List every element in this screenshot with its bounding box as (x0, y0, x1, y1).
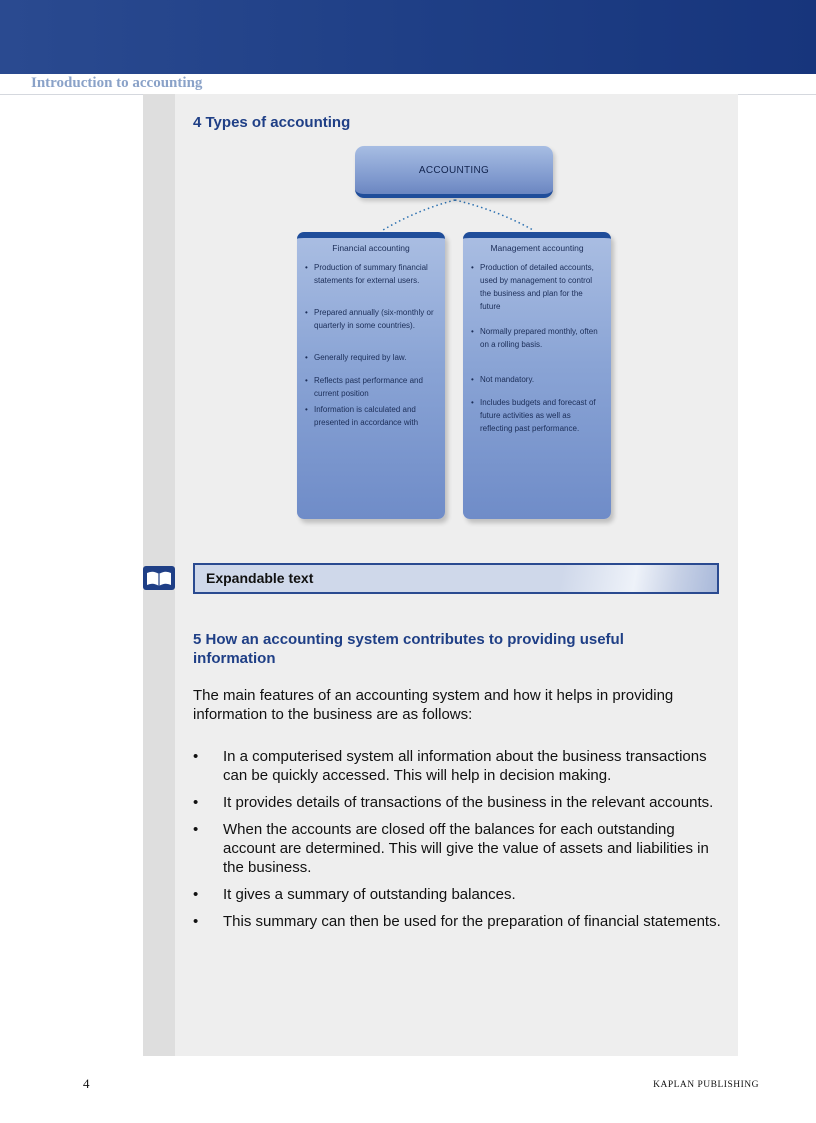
section-5-intro: The main features of an accounting system and how it helps in providing information to the business are as follows: (193, 687, 674, 723)
management-item: • Not mandatory. (480, 373, 605, 386)
management-accounting-box (463, 232, 611, 519)
expandable-text-button[interactable] (193, 563, 719, 594)
header-bar (0, 0, 816, 74)
bullet-icon: • (193, 748, 199, 765)
financial-accounting-box (297, 232, 445, 519)
list-item-text: It gives a summary of outstanding balances. (223, 886, 516, 903)
list-item (193, 820, 723, 877)
management-item: • Includes budgets and forecast of future activities as well as reflecting past performance. (480, 396, 605, 435)
list-item (193, 747, 723, 785)
financial-item: • Prepared annually (six-monthly or quarterly in some countries). (314, 306, 439, 332)
list-item-text: It provides details of transactions of the business in the relevant accounts. (223, 794, 714, 811)
list-item (193, 885, 723, 904)
management-accounting-title: Management accounting (490, 243, 584, 253)
bullet-icon: • (193, 886, 199, 903)
section-5-heading: 5 How an accounting system contributes to providing useful information (193, 631, 624, 667)
expandable-text-label: Expandable text (206, 570, 314, 586)
open-book-icon (143, 566, 175, 590)
management-item: • Normally prepared monthly, often on a rolling basis. (480, 325, 605, 351)
list-item-text: In a computerised system all information about the business transactions can be quickly accessed. This will help in decision making. (223, 748, 707, 784)
list-item (193, 793, 723, 812)
financial-item: • Reflects past performance and current position (314, 374, 439, 400)
accounting-box: ACCOUNTING (355, 146, 553, 198)
financial-accounting-title: Financial accounting (332, 243, 410, 253)
financial-item: • Generally required by law. (314, 351, 439, 364)
publisher-footer: KAPLAN PUBLISHING (653, 1080, 759, 1090)
list-item-text: When the accounts are closed off the balances for each outstanding account are determined. This will give the value of assets and liabilities in the business. (223, 821, 709, 876)
list-item (193, 912, 723, 931)
section-4-heading: 4 Types of accounting (193, 114, 351, 131)
bullet-icon: • (193, 913, 199, 930)
management-item: • Production of detailed accounts, used by management to control the business and plan for the future (480, 261, 605, 313)
list-item-text: This summary can then be used for the preparation of financial statements. (223, 913, 721, 930)
bullet-icon: • (193, 794, 199, 811)
financial-item: • Production of summary financial statements for external users. (314, 261, 439, 287)
financial-item: • Information is calculated and presented in accordance with (314, 403, 439, 429)
page-number: 4 (83, 1076, 90, 1091)
features-list (193, 747, 723, 939)
running-head (0, 74, 816, 95)
running-head-title: Introduction to accounting (31, 75, 203, 91)
accounting-types-diagram (297, 146, 615, 524)
bullet-icon: • (193, 821, 199, 838)
